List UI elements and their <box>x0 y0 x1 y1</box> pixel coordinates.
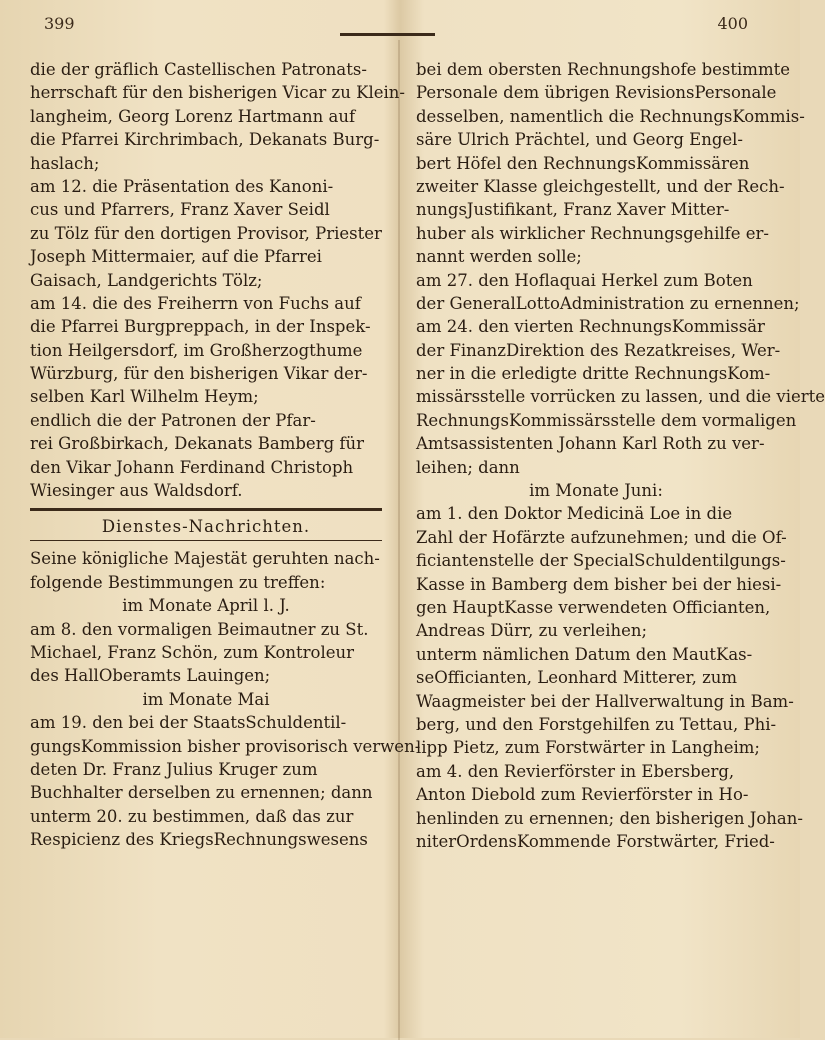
text-line: Personale dem übrigen RevisionsPersonale <box>416 83 777 103</box>
text-line: bert Höfel den RechnungsKommissären <box>416 153 750 173</box>
text-line: am 24. den vierten RechnungsKommissär <box>416 317 765 337</box>
header-rule <box>340 33 435 36</box>
text-line: zweiter Klasse gleichgestellt, und der Rech- <box>416 176 785 196</box>
text-line: Joseph Mittermaier, auf die Pfarrei <box>30 247 322 267</box>
right-column <box>416 58 825 853</box>
text-line: die Pfarrei Burgpreppach, in der Inspek- <box>30 317 371 337</box>
left-paragraphs-a <box>30 58 405 502</box>
text-line: am 27. den Hoflaquai Herkel zum Boten <box>416 270 753 290</box>
text-line: rei Großbirkach, Dekanats Bamberg für <box>30 434 365 454</box>
text-line: Kasse in Bamberg dem bisher bei der hiesi- <box>416 574 782 594</box>
left-paragraphs-b <box>30 547 382 594</box>
text-line: am 8. den vormaligen Beimautner zu St. <box>30 619 369 639</box>
text-line: Wiesinger aus Waldsdorf. <box>30 481 243 501</box>
text-line: am 4. den Revierförster in Ebersberg, <box>416 761 735 781</box>
text-line: der FinanzDirektion des Rezatkreises, Wer- <box>416 340 781 360</box>
text-line: gungsKommission bisher provisorisch verwen- <box>30 736 421 756</box>
text-line: haslach; <box>30 153 100 173</box>
text-line: ner in die erledigte dritte RechnungsKom- <box>416 364 771 384</box>
text-line: herrschaft für den bisherigen Vicar zu Klein- <box>30 83 405 103</box>
text-line: nannt werden solle; <box>416 247 582 267</box>
text-line: der GeneralLottoAdministration zu ernennen; <box>416 293 800 313</box>
text-line: ficiantenstelle der SpecialSchuldentilgungs- <box>416 551 786 571</box>
text-line: die Pfarrei Kirchrimbach, Dekanats Burg- <box>30 130 380 150</box>
left-paragraphs-d <box>30 711 421 851</box>
text-line: unterm nämlichen Datum den MautKas- <box>416 644 753 664</box>
text-line: RechnungsKommissärsstelle dem vormaligen <box>416 410 797 430</box>
text-line: des HallOberamts Lauingen; <box>30 666 271 686</box>
text-line: selben Karl Wilhelm Heym; <box>30 387 259 407</box>
text-line: Michael, Franz Schön, zum Kontroleur <box>30 642 355 662</box>
text-line: endlich die der Patronen der Pfar- <box>30 410 316 430</box>
text-line: henlinden zu ernennen; den bisherigen Johan- <box>416 808 803 828</box>
text-line: Würzburg, für den bisherigen Vikar der- <box>30 364 368 384</box>
text-line: seOfficianten, Leonhard Mitterer, zum <box>416 668 738 688</box>
left-paragraphs-c <box>30 618 382 688</box>
text-line: den Vikar Johann Ferdinand Christoph <box>30 457 354 477</box>
text-line: am 19. den bei der StaatsSchuldentil- <box>30 713 347 733</box>
right-paragraphs-b <box>416 502 803 853</box>
text-line: Zahl der Hofärzte aufzunehmen; und die Of- <box>416 527 787 547</box>
text-line: Gaisach, Landgerichts Tölz; <box>30 270 263 290</box>
right-paragraphs-a <box>416 58 825 479</box>
text-line: bei dem obersten Rechnungshofe bestimmte <box>416 60 790 79</box>
text-line: missärsstelle vorrücken zu lassen, und die vierte <box>416 387 825 407</box>
text-line: langheim, Georg Lorenz Hartmann auf <box>30 106 356 126</box>
text-line: cus und Pfarrers, Franz Xaver Seidl <box>30 200 330 220</box>
text-line: zu Tölz für den dortigen Provisor, Priester <box>30 223 382 243</box>
section-title: Dienstes-Nachrichten. <box>101 517 311 537</box>
text-line: Respicienz des KriegsRechnungswesens <box>30 830 368 850</box>
month-heading-june: im Monate Juni: <box>529 481 663 501</box>
text-line: am 1. den Doktor Medicinä Loe in die <box>416 504 733 524</box>
section-rule-bottom <box>30 540 382 541</box>
text-line: lipp Pietz, zum Forstwärter in Langheim; <box>416 738 760 758</box>
month-heading-may: im Monate Mai <box>142 689 270 709</box>
text-line: die der gräflich Castellischen Patronats- <box>30 60 367 79</box>
text-line: tion Heilgersdorf, im Großherzogthume <box>30 340 363 360</box>
text-line: Waagmeister bei der Hallverwaltung in Bam- <box>416 691 794 711</box>
text-line: Andreas Dürr, zu verleihen; <box>416 621 648 641</box>
text-line: Anton Diebold zum Revierförster in Ho- <box>416 785 749 805</box>
page-number-left: 399 <box>44 14 75 33</box>
text-line: leihen; dann <box>416 457 520 477</box>
text-line: am 12. die Präsentation des Kanoni- <box>30 176 334 196</box>
page-gutter <box>398 40 400 1040</box>
section-rule-top <box>30 508 382 511</box>
month-heading-april: im Monate April l. J. <box>122 596 290 616</box>
text-line: säre Ulrich Prächtel, und Georg Engel- <box>416 130 744 150</box>
text-line: desselben, namentlich die RechnungsKommis- <box>416 106 805 126</box>
text-line: Seine königliche Majestät geruhten nach- <box>30 549 380 569</box>
text-line: huber als wirklicher Rechnungsgehilfe er- <box>416 223 769 243</box>
text-line: unterm 20. zu bestimmen, daß das zur <box>30 806 354 826</box>
text-line: nungsJustifikant, Franz Xaver Mitter- <box>416 200 730 220</box>
text-line: Buchhalter derselben zu ernennen; dann <box>30 783 373 803</box>
text-line: am 14. die des Freiherrn von Fuchs auf <box>30 293 361 313</box>
text-line: niterOrdensKommende Forstwärter, Fried- <box>416 831 775 851</box>
text-line: Amtsassistenten Johann Karl Roth zu ver- <box>416 434 765 454</box>
text-line: gen HauptKasse verwendeten Officianten, <box>416 597 771 617</box>
text-line: deten Dr. Franz Julius Kruger zum <box>30 759 318 779</box>
left-column <box>30 58 421 852</box>
page-number-right: 400 <box>717 14 748 33</box>
text-line: folgende Bestimmungen zu treffen: <box>30 572 326 592</box>
text-line: berg, und den Forstgehilfen zu Tettau, Phi- <box>416 714 777 734</box>
